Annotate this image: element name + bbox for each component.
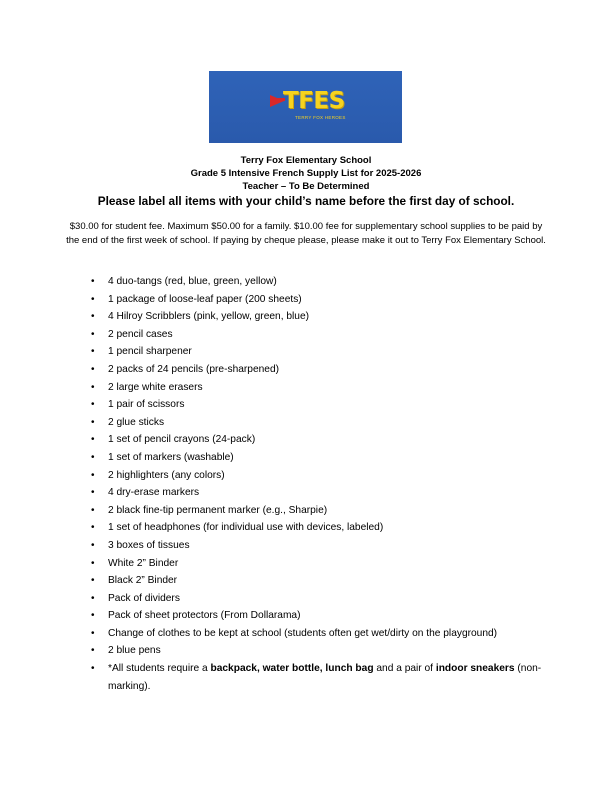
list-item: • 1 package of loose-leaf paper (200 sheets) — [76, 291, 556, 309]
list-item: • Change of clothes to be kept at school (students often get wet/dirty on the playground) — [76, 625, 556, 643]
bullet: • — [91, 276, 95, 287]
bullet: • — [91, 451, 95, 463]
bullet: • — [91, 645, 95, 657]
list-item: • 1 pair of scissors — [76, 396, 556, 414]
list-item: • 1 set of pencil crayons (24-pack) — [76, 431, 556, 449]
list-item: • 2 black fine-tip permanent marker (e.g., Sharpie) — [76, 502, 556, 520]
bullet: • — [91, 363, 95, 375]
required-footwear: indoor sneakers — [435, 663, 515, 675]
list-item: • 2 highlighters (any colors) — [76, 467, 556, 485]
fees-paragraph: $30.00 for student fee. Maximum $50.00 for a family. $10.00 fee for supplementary school supplies to be paid by the end of the first week of school. If paying by cheque please, please make it out to Terry Fox Elementary School. — [66, 221, 546, 246]
bullet: • — [91, 487, 95, 499]
bullet: • — [91, 610, 95, 622]
bullet: • — [91, 592, 95, 604]
list-item: • 3 boxes of tissues — [76, 537, 556, 555]
list-item: • Pack of dividers — [76, 590, 556, 608]
list-item: • 4 Hilroy Scribblers (pink, yellow, green, blue) — [76, 308, 556, 326]
list-item: • 2 large white erasers — [76, 379, 556, 397]
list-item: • 1 pencil sharpener — [76, 343, 556, 361]
school-name: Terry Fox Elementary School — [240, 155, 372, 166]
bullet: • — [91, 469, 95, 481]
bullet: • — [91, 399, 95, 411]
list-item: • Black 2” Binder — [76, 572, 556, 590]
bullet: • — [91, 346, 95, 358]
list-item: • 1 set of headphones (for individual use with devices, labeled) — [76, 519, 556, 537]
logo-letters: TFES — [283, 88, 345, 114]
logo-tagline: TERRY FOX HEROES — [295, 115, 346, 120]
bullet: • — [91, 504, 95, 516]
list-item: • 2 packs of 24 pencils (pre-sharpened) — [76, 361, 556, 379]
list-item: • White 2” Binder — [76, 555, 556, 573]
flag-icon — [270, 95, 284, 107]
school-logo — [209, 71, 402, 143]
bullet: • — [91, 311, 95, 323]
list-item: • 2 pencil cases — [76, 326, 556, 344]
list-item: • 2 glue sticks — [76, 414, 556, 432]
list-item: • 4 duo-tangs (red, blue, green, yellow) — [76, 273, 556, 291]
bullet: • — [91, 522, 95, 534]
bullet: • — [91, 434, 95, 446]
bullet: • — [91, 293, 95, 305]
bullet: • — [91, 575, 95, 587]
bullet: • — [91, 539, 95, 551]
bullet: • — [91, 381, 95, 393]
supply-list — [76, 273, 556, 695]
required-items: backpack, water bottle, lunch bag — [210, 663, 374, 675]
list-item: • 2 blue pens — [76, 642, 556, 660]
list-item: • Pack of sheet protectors (From Dollarama) — [76, 607, 556, 625]
list-item-requirements: • *All students require a backpack, water bottle, lunch bag and a pair of indoor sneakers (non-marking). — [76, 660, 556, 695]
bullet: • — [91, 663, 95, 675]
label-notice: Please label all items with your child’s name before the first day of school. — [97, 194, 515, 208]
list-title: Grade 5 Intensive French Supply List for 2025-2026 — [190, 168, 422, 179]
list-item: • 1 set of markers (washable) — [76, 449, 556, 467]
bullet: • — [91, 627, 95, 639]
bullet: • — [91, 328, 95, 340]
bullet: • — [91, 557, 95, 569]
list-item: • 4 dry-erase markers — [76, 484, 556, 502]
teacher-line: Teacher – To Be Determined — [242, 181, 370, 192]
bullet: • — [91, 416, 95, 428]
